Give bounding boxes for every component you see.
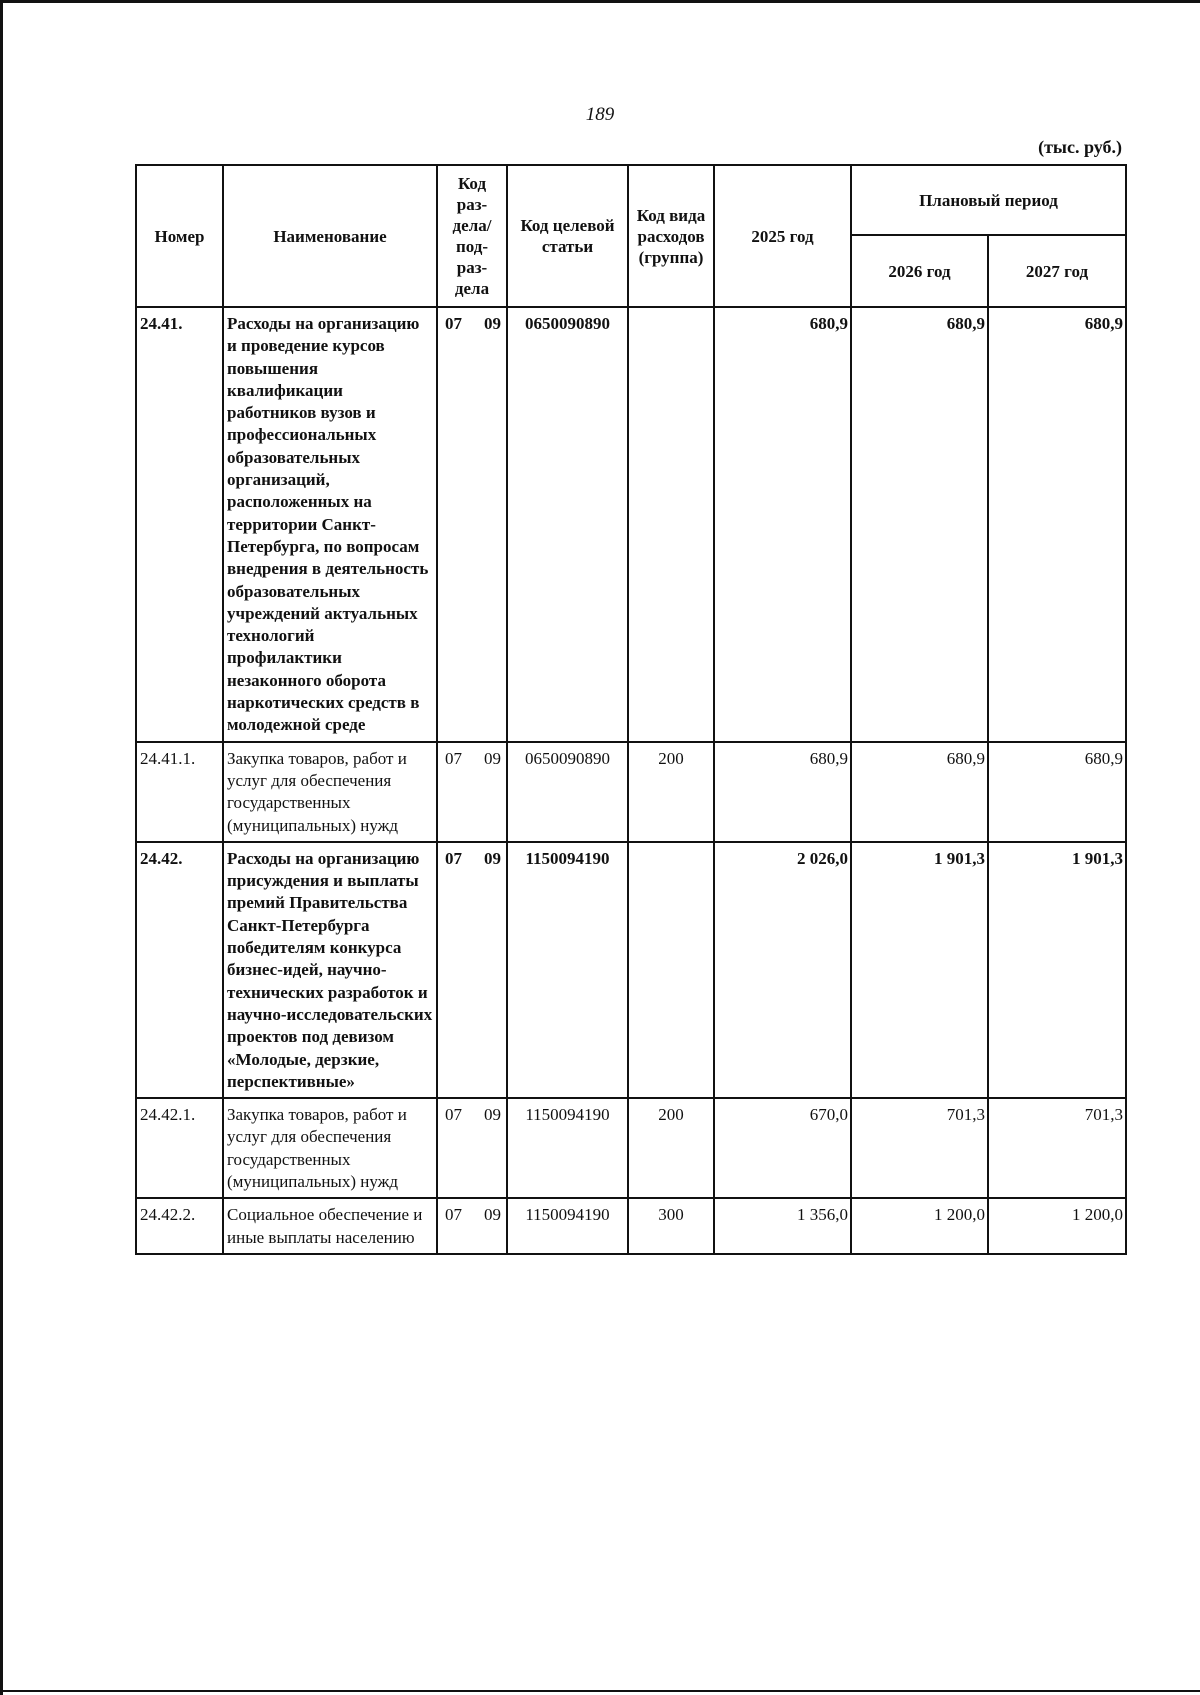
row-name: Расходы на организацию и проведение курсов повышения квалификации работников вузов и профессиональных образовательных организаций, расположенных на территории Санкт-Петербурга, по вопросам внедрения в деятельность образовательных учреждений актуальных технологий профилактики незаконного оборота наркотических средств в молодежной среде	[223, 307, 437, 742]
header-number: Номер	[136, 165, 223, 307]
row-number: 24.42.2.	[136, 1198, 223, 1254]
row-expense-type	[628, 842, 714, 1098]
row-value-2027: 680,9	[988, 307, 1126, 742]
row-value-2027: 1 200,0	[988, 1198, 1126, 1254]
row-section-code	[437, 742, 507, 842]
row-expense-type: 200	[628, 742, 714, 842]
row-number: 24.42.	[136, 842, 223, 1098]
scan-edge-left	[0, 0, 3, 1695]
subsection-code: 09	[484, 314, 501, 333]
scan-edge-top	[0, 0, 1200, 3]
row-number: 24.41.1.	[136, 742, 223, 842]
row-expense-type	[628, 307, 714, 742]
row-name: Закупка товаров, работ и услуг для обеспечения государственных (муниципальных) нужд	[223, 1098, 437, 1198]
row-value-2027: 701,3	[988, 1098, 1126, 1198]
row-expense-type: 200	[628, 1098, 714, 1198]
row-number: 24.41.	[136, 307, 223, 742]
section-code: 07	[445, 848, 462, 868]
header-2025: 2025 год	[714, 165, 851, 307]
row-value-2027: 680,9	[988, 742, 1126, 842]
header-2026: 2026 год	[851, 235, 988, 307]
table-row	[136, 842, 1126, 1098]
table-row	[136, 1098, 1126, 1198]
row-name: Закупка товаров, работ и услуг для обеспечения государственных (муниципальных) нужд	[223, 742, 437, 842]
row-value-2025: 1 356,0	[714, 1198, 851, 1254]
row-value-2025: 680,9	[714, 307, 851, 742]
row-name: Расходы на организацию присуждения и выплаты премий Правительства Санкт-Петербурга победителям конкурса бизнес-идей, научно-технических разработок и научно-исследовательских проектов под девизом «Молодые, дерзкие, перспективные»	[223, 842, 437, 1098]
subsection-code: 09	[484, 848, 501, 868]
page-number: 189	[585, 104, 615, 125]
row-value-2025: 2 026,0	[714, 842, 851, 1098]
row-value-2026: 1 200,0	[851, 1198, 988, 1254]
header-planned-period: Плановый период	[851, 165, 1126, 235]
table-row	[136, 307, 1126, 742]
row-value-2026: 680,9	[851, 307, 988, 742]
section-code: 07	[445, 748, 462, 768]
budget-table	[135, 164, 1127, 1255]
row-expense-type: 300	[628, 1198, 714, 1254]
row-section-code	[437, 1198, 507, 1254]
row-number: 24.42.1.	[136, 1098, 223, 1198]
units-label: (тыс. руб.)	[1038, 137, 1122, 157]
subsection-code: 09	[484, 1105, 501, 1125]
row-target-code: 0650090890	[507, 307, 628, 742]
row-value-2025: 680,9	[714, 742, 851, 842]
row-name: Социальное обеспечение и иные выплаты населению	[223, 1198, 437, 1254]
header-name: Наименование	[223, 165, 437, 307]
row-target-code: 1150094190	[507, 842, 628, 1098]
row-section-code	[437, 842, 507, 1098]
row-target-code: 1150094190	[507, 1198, 628, 1254]
row-section-code	[437, 307, 507, 742]
row-value-2026: 701,3	[851, 1098, 988, 1198]
subsection-code: 09	[484, 1205, 501, 1225]
header-section: Код раз-дела/ под-раз-дела	[437, 165, 507, 307]
row-target-code: 1150094190	[507, 1098, 628, 1198]
section-code: 07	[445, 1105, 462, 1125]
row-section-code	[437, 1098, 507, 1198]
header-expense-type: Код вида расходов (группа)	[628, 165, 714, 307]
section-code: 07	[445, 1205, 462, 1225]
row-value-2027: 1 901,3	[988, 842, 1126, 1098]
table-row	[136, 742, 1126, 842]
subsection-code: 09	[484, 748, 501, 768]
table-row	[136, 1198, 1126, 1254]
header-target: Код целевой статьи	[507, 165, 628, 307]
row-value-2025: 670,0	[714, 1098, 851, 1198]
header-2027: 2027 год	[988, 235, 1126, 307]
row-target-code: 0650090890	[507, 742, 628, 842]
row-value-2026: 680,9	[851, 742, 988, 842]
section-code: 07	[445, 314, 462, 333]
scan-edge-bottom	[0, 1690, 1200, 1692]
row-value-2026: 1 901,3	[851, 842, 988, 1098]
